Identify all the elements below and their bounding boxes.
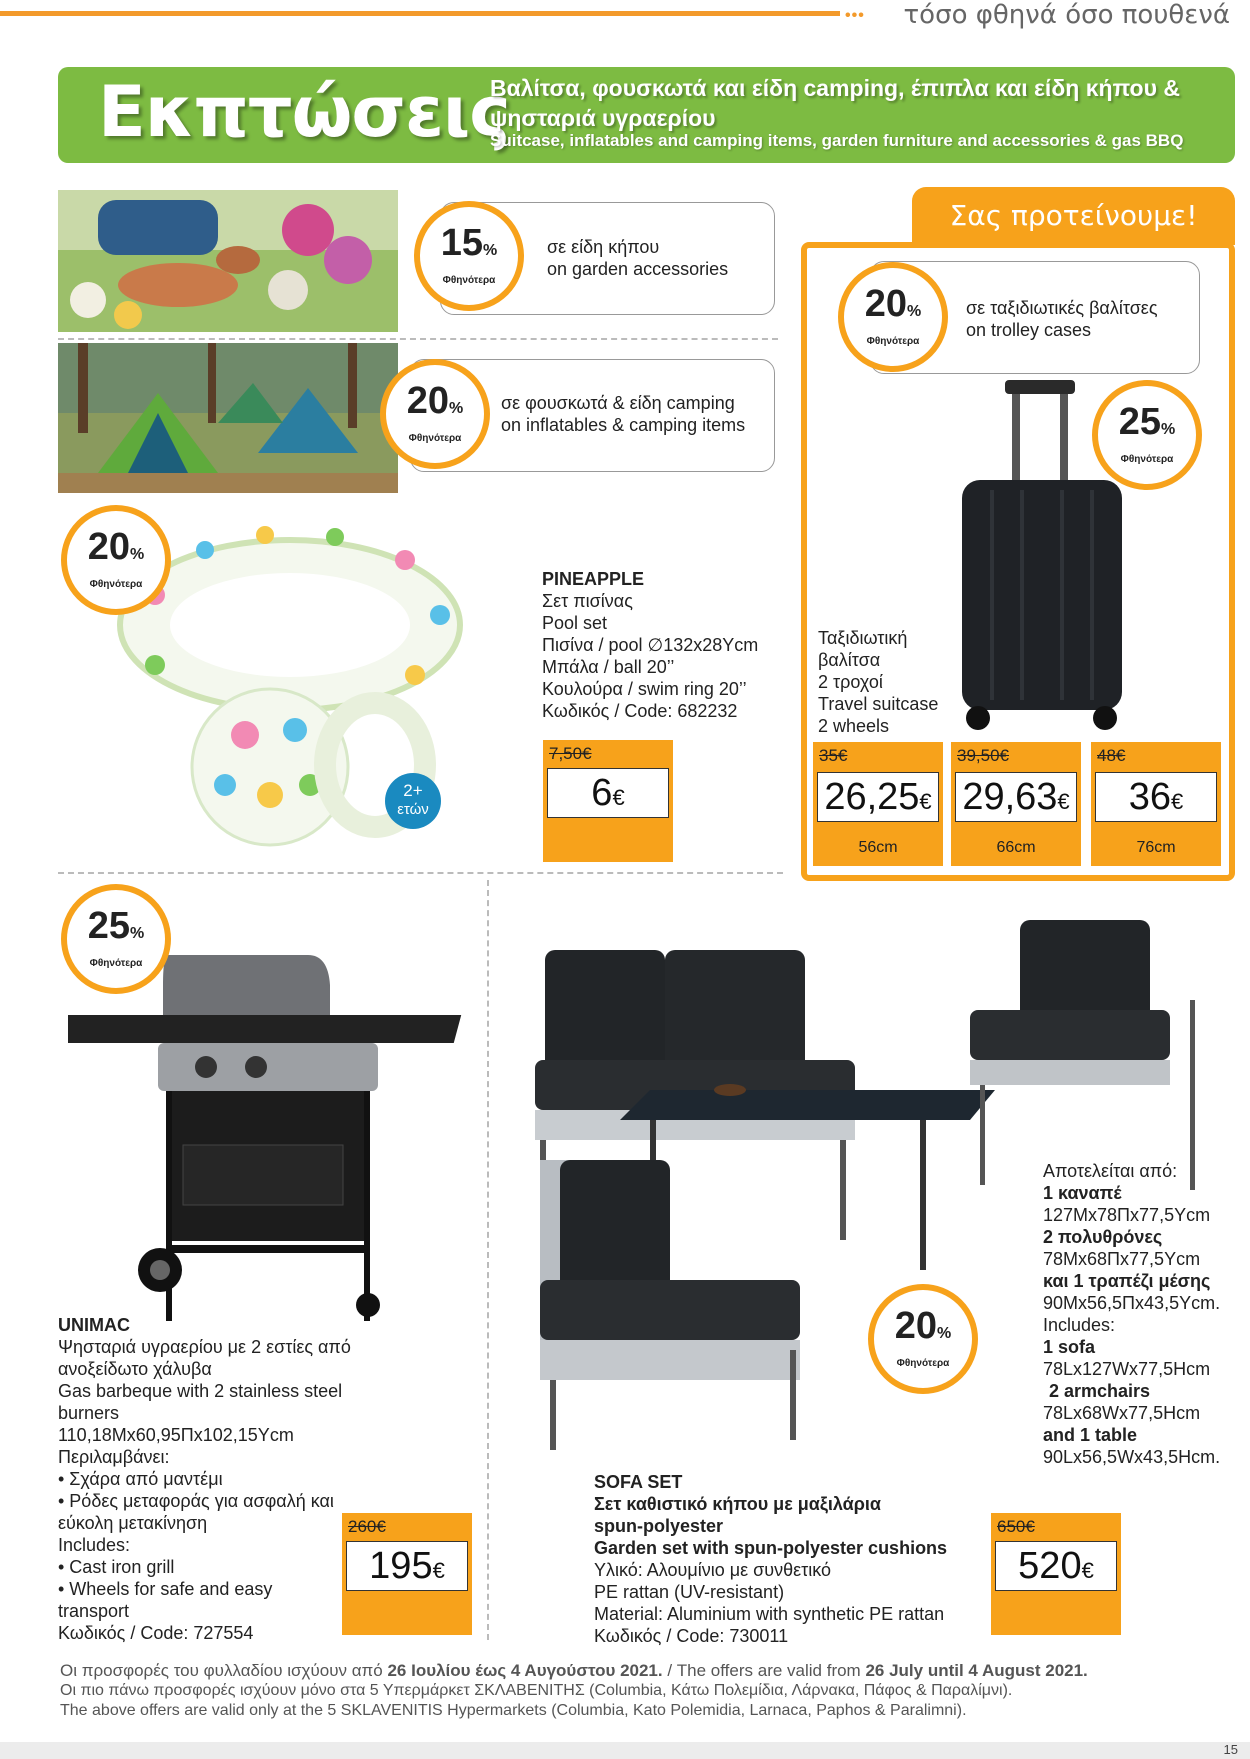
bbq-product-name: UNIMAC: [58, 1315, 130, 1335]
size-label: 66cm: [996, 839, 1036, 856]
badge-label: Φθηνότερα: [89, 579, 143, 590]
header-dots: •••: [845, 7, 865, 24]
bbq-line: Ψησταριά υγραερίου με 2 εστίες από: [58, 1337, 351, 1357]
sofa-spec-line: 90Lx56,5Wx43,5Hcm.: [1043, 1447, 1221, 1467]
camping-photo: [58, 343, 398, 493]
footer-validity: Οι προσφορές του φυλλαδίου ισχύουν από 26 Ιουλίου έως 4 Αυγούστου 2021. / The offers are valid from 26 July until 4 August 2021.: [60, 1661, 1088, 1680]
sofa-discount-value: 20%: [894, 1305, 952, 1347]
suitcase-price-66: [951, 742, 1081, 866]
age-value: 2+: [403, 781, 423, 800]
footer-stores-gr: Οι πιο πάνω προσφορές ισχύουν μόνο στα 5 Υπερμάρκετ ΣΚΛΑΒΕΝΙΤΗΣ (Columbia, Κάτω Πολεμίδια, Λάρνακα, Πάφος & Παραλίμνι).: [60, 1682, 1013, 1699]
old-price: 39,50€: [957, 746, 1009, 765]
banner-title: Εκπτώσεις: [98, 71, 510, 153]
pool-line: Pool set: [542, 613, 608, 633]
trolley-offer-en: on trolley cases: [966, 320, 1092, 340]
age-badge: [385, 773, 441, 829]
size-label: 56cm: [858, 839, 898, 856]
bbq-line: transport: [58, 1601, 130, 1621]
bbq-discount-value: 25%: [87, 905, 145, 947]
bbq-description: [58, 1314, 351, 1644]
bbq-line: burners: [58, 1403, 120, 1423]
bbq-line: ανοξείδωτο χάλυβα: [58, 1359, 212, 1379]
new-price: 520€: [995, 1541, 1117, 1591]
old-price: 650€: [997, 1517, 1035, 1536]
camping-discount-value: 20%: [406, 380, 464, 422]
page-number-bar: [0, 1742, 1250, 1759]
sofa-spec-line: και 1 τραπέζι μέσης: [1043, 1271, 1211, 1291]
sofa-price-box: [991, 1513, 1121, 1635]
bbq-line: • Cast iron grill: [58, 1557, 175, 1577]
bbq-line: 110,18Mx60,95Πx102,15Ycm: [58, 1425, 294, 1445]
age-unit: ετών: [397, 801, 429, 818]
sofa-spec-line: and 1 table: [1043, 1425, 1138, 1445]
new-price: 36€: [1095, 772, 1217, 822]
trolley-discount-value: 20%: [864, 283, 922, 325]
camping-offer-en: on inflatables & camping items: [501, 415, 746, 435]
new-price: 195€: [346, 1541, 468, 1591]
new-price: 29,63€: [955, 772, 1077, 822]
pool-line: Σετ πισίνας: [542, 591, 633, 611]
sofa-spec-line: 78Lx68Wx77,5Hcm: [1043, 1403, 1201, 1423]
old-price: 260€: [348, 1517, 386, 1536]
sofa-product-name: SOFA SET: [594, 1472, 683, 1492]
sofa-discount-badge: [868, 1284, 978, 1394]
camping-offer-gr: σε φουσκωτά & είδη camping: [501, 393, 735, 413]
bbq-line: Gas barbeque with 2 stainless steel: [58, 1381, 343, 1401]
pool-product-name: PINEAPPLE: [542, 569, 645, 589]
divider-top: [58, 338, 778, 340]
sofa-spec-line: 2 πολυθρόνες: [1043, 1227, 1163, 1247]
new-price: 6€: [547, 768, 669, 818]
pool-price-box: [543, 740, 673, 862]
sofa-spec-line: 2 armchairs: [1049, 1381, 1151, 1401]
sofa-spec-line: Includes:: [1043, 1315, 1116, 1335]
badge-label: Φθηνότερα: [896, 1358, 950, 1369]
sofa-spec-line: 127Mx78Πx77,5Ycm: [1043, 1205, 1211, 1225]
suitcase-line: βαλίτσα: [818, 650, 881, 670]
suitcase-discount-badge: [1092, 380, 1202, 490]
suitcase-line: 2 τροχοί: [818, 672, 883, 692]
bbq-line: εύκολη μετακίνηση: [58, 1513, 208, 1533]
garden-offer-gr: σε είδη κήπου: [547, 237, 660, 257]
suitcase-price-56: [813, 742, 943, 866]
bbq-discount-badge: [61, 884, 171, 994]
garden-photo: [58, 190, 398, 332]
sofa-spec-line: 78Lx127Wx77,5Hcm: [1043, 1359, 1211, 1379]
size-label: 76cm: [1136, 839, 1176, 856]
tagline: τόσο φθηνά όσο πουθενά: [903, 0, 1230, 30]
suitcase-line: 2 wheels: [818, 716, 890, 736]
bbq-line: • Ρόδες μεταφοράς για ασφαλή και: [58, 1491, 334, 1511]
sofa-spec-line: 1 sofa: [1043, 1337, 1096, 1357]
bbq-code: Κωδικός / Code: 727554: [58, 1623, 254, 1643]
bbq-line: Περιλαμβάνει:: [58, 1447, 170, 1467]
badge-label: Φθηνότερα: [1120, 454, 1174, 465]
suitcase-discount-value: 25%: [1118, 401, 1176, 443]
trolley-discount-badge: [838, 262, 948, 372]
page-number: 15: [1223, 1742, 1238, 1757]
old-price: 35€: [819, 746, 848, 765]
suitcase-price-76: [1091, 742, 1221, 866]
sofa-line: PE rattan (UV-resistant): [594, 1582, 785, 1602]
sofa-code: Κωδικός / Code: 730011: [594, 1626, 789, 1646]
badge-label: Φθηνότερα: [89, 958, 143, 969]
trolley-offer-gr: σε ταξιδιωτικές βαλίτσες: [966, 298, 1158, 318]
badge-label: Φθηνότερα: [408, 433, 462, 444]
sofa-description: [594, 1471, 947, 1647]
bbq-line: Includes:: [58, 1535, 131, 1555]
sofa-spec-line: 90Mx56,5Πx43,5Ycm.: [1043, 1293, 1221, 1313]
pool-line: Κουλούρα / swim ring 20’’: [542, 679, 747, 699]
sofa-spec: [1043, 1160, 1220, 1468]
sofa-line: Σετ καθιστικό κήπου με μαξιλάρια: [594, 1494, 881, 1514]
footer-notes: [60, 1661, 1088, 1721]
bbq-line: • Σχάρα από μαντέμι: [58, 1469, 223, 1489]
sofa-spec-line: 1 καναπέ: [1043, 1183, 1122, 1203]
suitcase-line: Travel suitcase: [818, 694, 939, 714]
sofa-line: Υλικό: Αλουμίνιο με συνθετικό: [594, 1560, 832, 1580]
footer-stores-en: The above offers are valid only at the 5 SKLAVENITIS Hypermarkets (Columbia, Kato Polemidia, Larnaca, Paphos & Paralimni).: [60, 1702, 967, 1719]
garden-discount-value: 15%: [440, 222, 498, 264]
pool-code: Κωδικός / Code: 682232: [542, 701, 738, 721]
suitcase-line: Ταξιδιωτική: [818, 628, 908, 648]
old-price: 7,50€: [549, 744, 592, 763]
camping-discount-badge: [380, 359, 490, 469]
divider-middle: [58, 872, 783, 874]
badge-label: Φθηνότερα: [866, 336, 920, 347]
garden-discount-badge: [414, 201, 524, 311]
sofa-line: spun-polyester: [594, 1516, 724, 1536]
banner-subtitle-gr: Βαλίτσα, φουσκωτά και είδη camping, έπιπλα και είδη κήπου & ψησταριά υγραερίου: [490, 75, 1180, 131]
pool-line: Πισίνα / pool ∅132x28Ycm: [542, 635, 759, 655]
bbq-price-box: [342, 1513, 472, 1635]
pool-discount-badge: [61, 505, 171, 615]
sofa-spec-line: Αποτελείται από:: [1043, 1161, 1178, 1181]
pool-description: [542, 568, 758, 722]
header-line: [0, 11, 840, 16]
garden-offer-en: on garden accessories: [547, 259, 729, 279]
recommend-tab: Σας προτείνουμε!: [912, 187, 1235, 245]
new-price: 26,25€: [817, 772, 939, 822]
sofa-line: Garden set with spun-polyester cushions: [594, 1538, 948, 1558]
pool-discount-value: 20%: [87, 526, 145, 568]
banner-subtitle-en: Suitcase, inflatables and camping items, garden furniture and accessories & gas BBQ: [490, 131, 1184, 150]
bbq-photo: [68, 945, 480, 1325]
divider-vertical: [487, 880, 489, 1640]
bbq-line: • Wheels for safe and easy: [58, 1579, 273, 1599]
sofa-line: Material: Aluminium with synthetic PE rattan: [594, 1604, 945, 1624]
old-price: 48€: [1097, 746, 1126, 765]
suitcase-description: [818, 627, 938, 737]
badge-label: Φθηνότερα: [442, 275, 496, 286]
category-banner: [58, 67, 1235, 163]
pool-line: Μπάλα / ball 20’’: [542, 657, 675, 677]
sofa-spec-line: 78Mx68Πx77,5Ycm: [1043, 1249, 1201, 1269]
